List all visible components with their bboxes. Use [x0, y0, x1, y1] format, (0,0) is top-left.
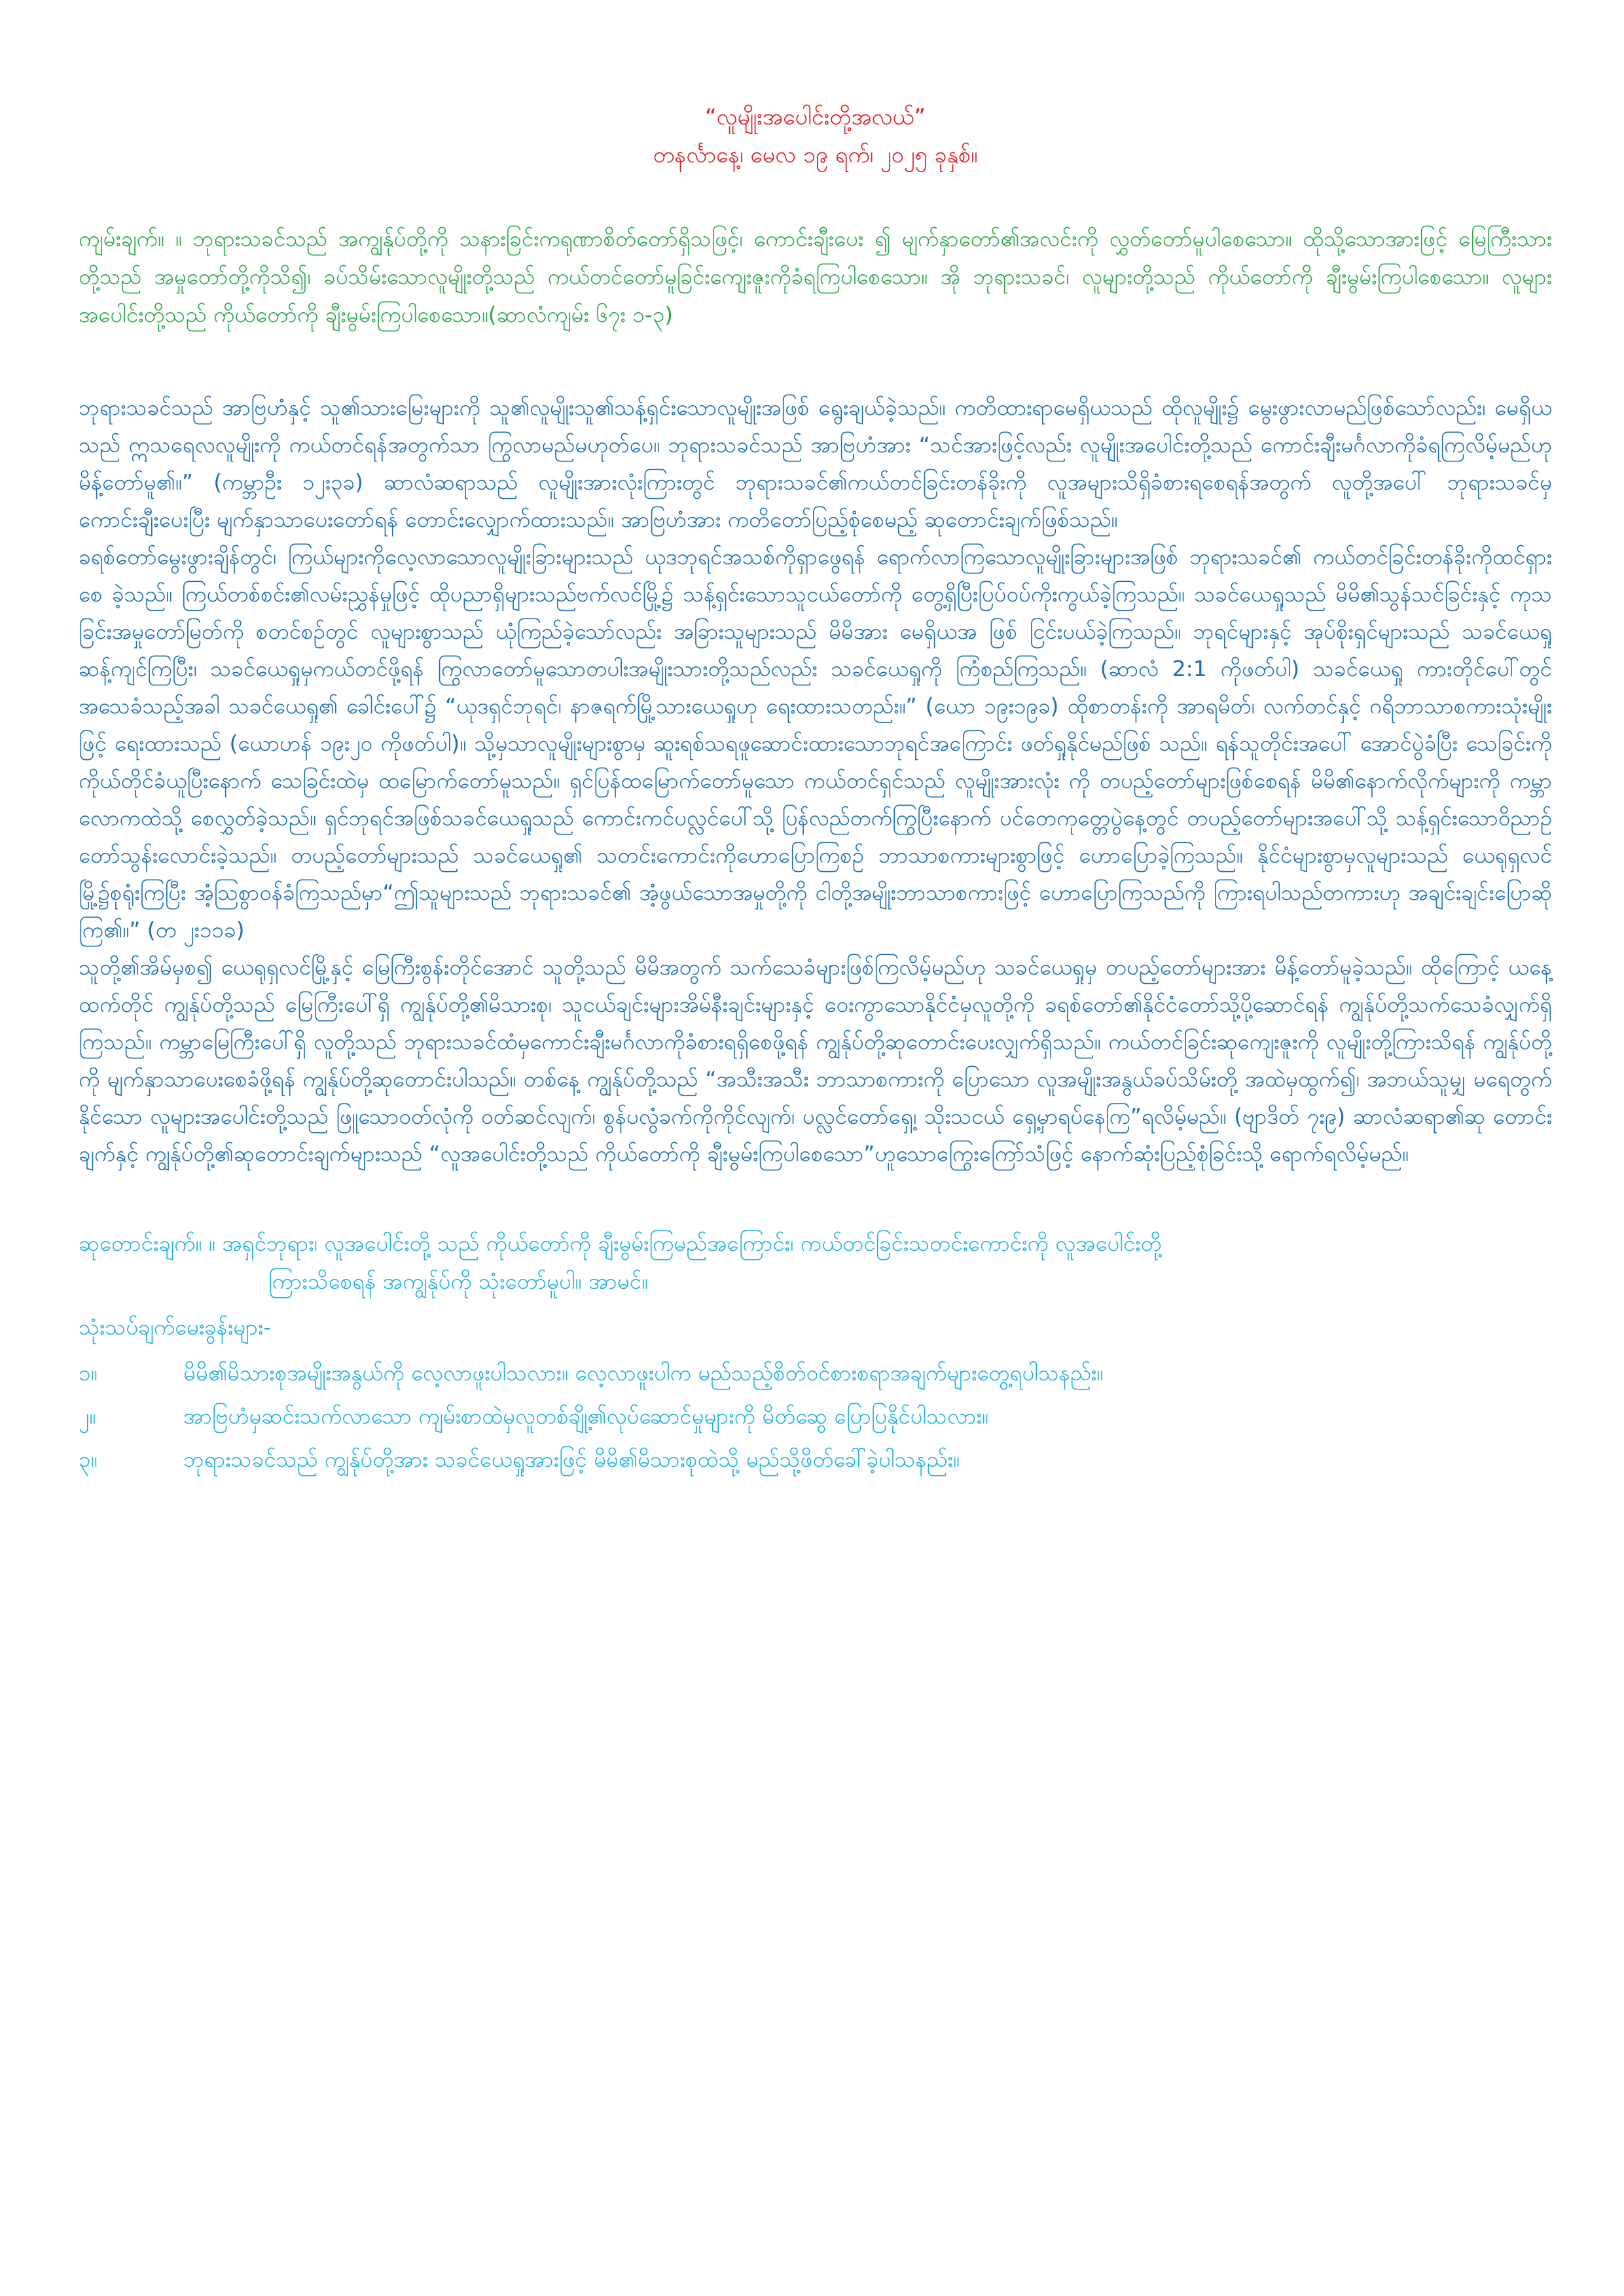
prayer-line-2: ကြားသိစေရန် အကျွန်ုပ်ကို သုံးတော်မူပါ။ အာမင်။	[268, 1268, 648, 1294]
question-text: မိမိ၏မိသားစုအမျိုးအနွယ်ကို လေ့လာဖူးပါသလား။ လေ့လာဖူးပါက မည်သည့်စိတ်ဝင်စားစရာအချက်များတွေ့ရပါသနည်း။	[183, 1360, 1104, 1386]
title-block	[79, 98, 1552, 174]
body-paragraph-1: ဘုရားသခင်သည် အာဗြဟံနှင့် သူ၏သားမြေးများကို သူ၏လူမျိုးသူ၏သန့်ရှင်းသောလူမျိုးအဖြစ် ရွေးချယ်ခဲ့သည်။ ကတိထားရာမေရှိယသည် ထိုလူမျိုး၌ မွေးဖွားလာမည်ဖြစ်သော်လည်း၊ မေရှိယသည် ဣသရေလလူမျိုးကို ကယ်တင်ရန်အတွက်သာ ကြွလာမည်မဟုတ်ပေ။ ဘုရားသခင်သည် အာဗြဟံအား “သင်အားဖြင့်လည်း လူမျိုးအပေါင်းတို့သည် ကောင်းချီးမင်္ဂလာကိုခံရကြလိမ့်မည်ဟု မိန့်တော်မူ၏။” (ကမ္ဘာဦး ၁၂း၃ခ) ဆာလံဆရာသည် လူမျိုးအားလုံးကြားတွင် ဘုရားသခင်၏ကယ်တင်ခြင်းတန်ခိုးကို လူအများသိရှိခံစားရစေရန်အတွက် လူတို့အပေါ် ဘုရားသခင်မှ ကောင်းချီးပေးပြီး မျက်နှာသာပေးတော်ရန် တောင်းလျှောက်ထားသည်။ အာဗြဟံအား ကတိတော်ပြည့်စုံစေမည့် ဆုတောင်းချက်ဖြစ်သည်။	[79, 395, 1552, 532]
reflection-questions	[79, 1306, 1552, 1481]
questions-heading: သုံးသပ်ချက်မေးခွန်းများ-	[79, 1314, 272, 1340]
question-number: ၃။	[79, 1446, 98, 1472]
body-paragraph-2: ခရစ်တော်မွေးဖွားချိန်တွင်၊ ကြယ်များကိုလေ့လာသောလူမျိုးခြားများသည် ယုဒဘုရင်အသစ်ကိုရှာဖွေရန် ရောက်လာကြသောလူမျိုးခြားများအဖြစ် ဘုရားသခင်၏ ကယ်တင်ခြင်းတန်ခိုးကိုထင်ရှားစေ ခဲ့သည်။ ကြယ်တစ်စင်း၏လမ်းညွှန်မှုဖြင့် ထိုပညာရှိများသည်ဗက်လင်မြို့၌ သန့်ရှင်းသောသူငယ်တော်ကို တွေ့ရှိပြီးပြပ်ဝပ်ကိုးကွယ်ခဲ့ကြသည်။ သခင်ယေရှုသည် မိမိ၏သွန်သင်ခြင်းနှင့် ကုသခြင်းအမှုတော်မြတ်ကို စတင်စဉ်တွင် လူများစွာသည် ယုံကြည်ခဲ့သော်လည်း အခြားသူများသည် မိမိအား မေရှိယအ ဖြစ် ငြင်းပယ်ခဲ့ကြသည်။ ဘုရင်များနှင့် အုပ်စိုးရှင်များသည် သခင်ယေရှုဆန့်ကျင်ကြပြီး၊ သခင်ယေရှုမှကယ်တင်ဖို့ရန် ကြွလာတော်မူသောတပါးအမျိုးသားတို့သည်လည်း သခင်ယေရှုကို ကြံစည်ကြသည်။ (ဆာလံ 2:1 ကိုဖတ်ပါ) သခင်ယေရှု ကားတိုင်ပေါ်တွင် အသေခံသည့်အခါ သခင်ယေရှု၏ ခေါင်းပေါ်၌ “ယုဒရှင်ဘုရင်၊ နာဇရက်မြို့သားယေရှုဟု ရေးထားသတည်း။” (ယော ၁၉း၁၉ခ) ထိုစာတန်းကို အာရမိတ်၊ လက်တင်နှင့် ဂရိဘာသာစကားသုံးမျိုးဖြင့် ရေးထားသည် (ယောဟန် ၁၉း၂၀ ကိုဖတ်ပါ)။ သို့မှသာလူမျိုးများစွာမှ ဆူးရစ်သရဖူဆောင်းထားသောဘုရင်အကြောင်း ဖတ်ရှုနိုင်မည်ဖြစ် သည်။ ရန်သူတိုင်းအပေါ် အောင်ပွဲခံပြီး သေခြင်းကို ကိုယ်တိုင်ခံယူပြီးနောက် သေခြင်းထဲမှ ထမြောက်တော်မူသည်။ ရှင်ပြန်ထမြောက်တော်မူသော ကယ်တင်ရှင်သည် လူမျိုးအားလုံး ကို တပည့်တော်များဖြစ်စေရန် မိမိ၏နောက်လိုက်များကို ကမ္ဘာလောကထဲသို့ စေလွှတ်ခဲ့သည်။ ရှင်ဘုရင်အဖြစ်သခင်ယေရှုသည် ကောင်းကင်ပလ္လင်ပေါ်သို့ ပြန်လည်တက်ကြွပြီးနောက် ပင်တေကုတ္တေပွဲနေ့တွင် တပည့်တော်များအပေါ်သို့ သန့်ရှင်းသောဝိညာဉ်တော်သွန်းလောင်းခဲ့သည်။ တပည့်တော်များသည် သခင်ယေရှု၏ သတင်းကောင်းကိုဟောပြောကြစဉ် ဘာသာစကားများစွာဖြင့် ဟောပြောခဲ့ကြသည်။ နိုင်ငံများစွာမှလူများသည် ယေရုရှလင်မြို့၌စုရုံးကြပြီး အံ့သြစွာဝန်ခံကြသည်မှာ“ဤသူများသည် ဘုရားသခင်၏ အံ့ဖွယ်သောအမှုတို့ကို ငါတို့အမျိုးဘာသာစကားဖြင့် ဟောပြောကြသည်ကို ကြားရပါသည်တကားဟု အချင်းချင်းပြောဆိုကြ၏။” (တ ၂း၁၁ခ)	[79, 544, 1552, 942]
question-text: ဘုရားသခင်သည် ကျွန်ုပ်တို့အား သခင်ယေရှုအားဖြင့် မိမိ၏မိသားစုထဲသို့ မည်သို့ဖိတ်ခေါ်ခဲ့ပါသနည်း။	[183, 1446, 960, 1472]
question-number: ၁။	[79, 1360, 98, 1386]
body-paragraph-3: သူတို့၏အိမ်မှစ၍ ယေရုရှလင်မြို့နှင့် မြေကြီးစွန်းတိုင်အောင် သူတို့သည် မိမိအတွက် သက်သေခံများဖြစ်ကြလိမ့်မည်ဟု သခင်ယေရှုမှ တပည့်တော်များအား မိန့်တော်မူခဲ့သည်။ ထိုကြောင့် ယနေ့ထက်တိုင် ကျွန်ုပ်တို့သည် မြေကြီးပေါ်ရှိ ကျွန်ုပ်တို့၏မိသားစု၊ သူငယ်ချင်းများအိမ်နီးချင်းများနှင့် ဝေးကွာသောနိုင်ငံမှလူတို့ကို ခရစ်တော်၏နိုင်ငံတော်သို့ပို့ဆောင်ရန် ကျွန်ုပ်တို့သက်သေခံလျှက်ရှိကြသည်။ ကမ္ဘာမြေကြီးပေါ်ရှိ လူတို့သည် ဘုရားသခင်ထံမှကောင်းချီးမင်္ဂလာကိုခံစားရရှိစေဖို့ရန် ကျွန်ုပ်တို့ဆုတောင်းပေးလျှက်ရှိသည်။ ကယ်တင်ခြင်းဆုကျေးဇူးကို လူမျိုးတို့ကြားသိရန် ကျွန်ုပ်တို့ကို မျက်နှာသာပေးစေခံဖို့ရန် ကျွန်ုပ်တို့ဆုတောင်းပါသည်။ တစ်နေ့ ကျွန်ုပ်တို့သည် “အသီးအသီး ဘာသာစကားကို ပြောသော လူအမျိုးအနွယ်ခပ်သိမ်းတို့ အထဲမှထွက်၍၊ အဘယ်သူမျှ မရေတွက်နိုင်သော လူများအပေါင်းတို့သည် ဖြူသောဝတ်လုံကို ဝတ်ဆင်လျက်၊ စွန်ပလွံခက်ကိုကိုင်လျက်၊ ပလ္လင်တော်ရှေ့၊ သိုးသငယ် ရှေ့မှာရပ်နေကြ”ရလိမ့်မည်။ (ဗျာဒိတ် ၇း၉) ဆာလံဆရာ၏ဆု တောင်းချက်နှင့် ကျွန်ုပ်တို့၏ဆုတောင်းချက်များသည် “လူအပေါင်းတို့သည် ကိုယ်တော်ကို ချီးမွမ်းကြပါစေသော”ဟူသောကြွေးကြော်သံဖြင့် နောက်ဆုံးပြည့်စုံခြင်းသို့ ရောက်ရလိမ့်မည်။	[79, 954, 1552, 1166]
question-number: ၂။	[79, 1403, 96, 1429]
question-item	[79, 1438, 1552, 1481]
devotional-date: တနင်္လာနေ့၊ မေလ ၁၉ ရက်၊ ၂၀၂၅ ခုနှစ်။	[653, 142, 978, 168]
prayer-line-1: အရှင်ဘုရား၊ လူအပေါင်းတို့ သည် ကိုယ်တော်ကို ချီးမွမ်းကြမည်အကြောင်း၊ ကယ်တင်ခြင်းသတင်းကောင်းကို လူအပေါင်းတို့	[222, 1230, 1162, 1256]
prayer-label: ဆုတောင်းချက်။ ။	[79, 1230, 223, 1256]
question-item	[79, 1352, 1552, 1395]
question-text: အာဗြဟံမှဆင်းသက်လာသော ကျမ်းစာထဲမှလူတစ်ချို့၏လုပ်ဆောင်မှုများကို မိတ်ဆွေ ပြောပြနိုင်ပါသလား။	[183, 1403, 988, 1429]
scripture-passage: ကျမ်းချက်။ ။ ဘုရားသခင်သည် အကျွန်ုပ်တို့ကို သနားခြင်းကရုဏာစိတ်တော်ရှိသဖြင့်၊ ကောင်းချီးပေး ၍ မျက်နှာတော်၏အလင်းကို လွှတ်တော်မူပါစေသော။ ထိုသို့သောအားဖြင့် မြေကြီးသားတို့သည် အမှုတော်တို့ကိုသိ၍၊ ခပ်သိမ်းသောလူမျိုးတို့သည် ကယ်တင်တော်မူခြင်းကျေးဇူးကိုခံရကြပါစေသော။ အို ဘုရားသခင်၊ လူများတို့သည် ကိုယ်တော်ကို ချီးမွမ်းကြပါစေသော။ လူများအပေါင်းတို့သည် ကိုယ်တော်ကို ချီးမွမ်းကြပါစေသော။(ဆာလံကျမ်း ၆၇း ၁-၃)	[79, 226, 1552, 327]
prayer-section	[79, 1225, 1552, 1300]
prayer-text	[79, 1225, 1552, 1300]
devotional-title: “လူမျိုးအပေါင်းတို့အလယ်”	[704, 104, 926, 130]
question-item	[79, 1395, 1552, 1438]
